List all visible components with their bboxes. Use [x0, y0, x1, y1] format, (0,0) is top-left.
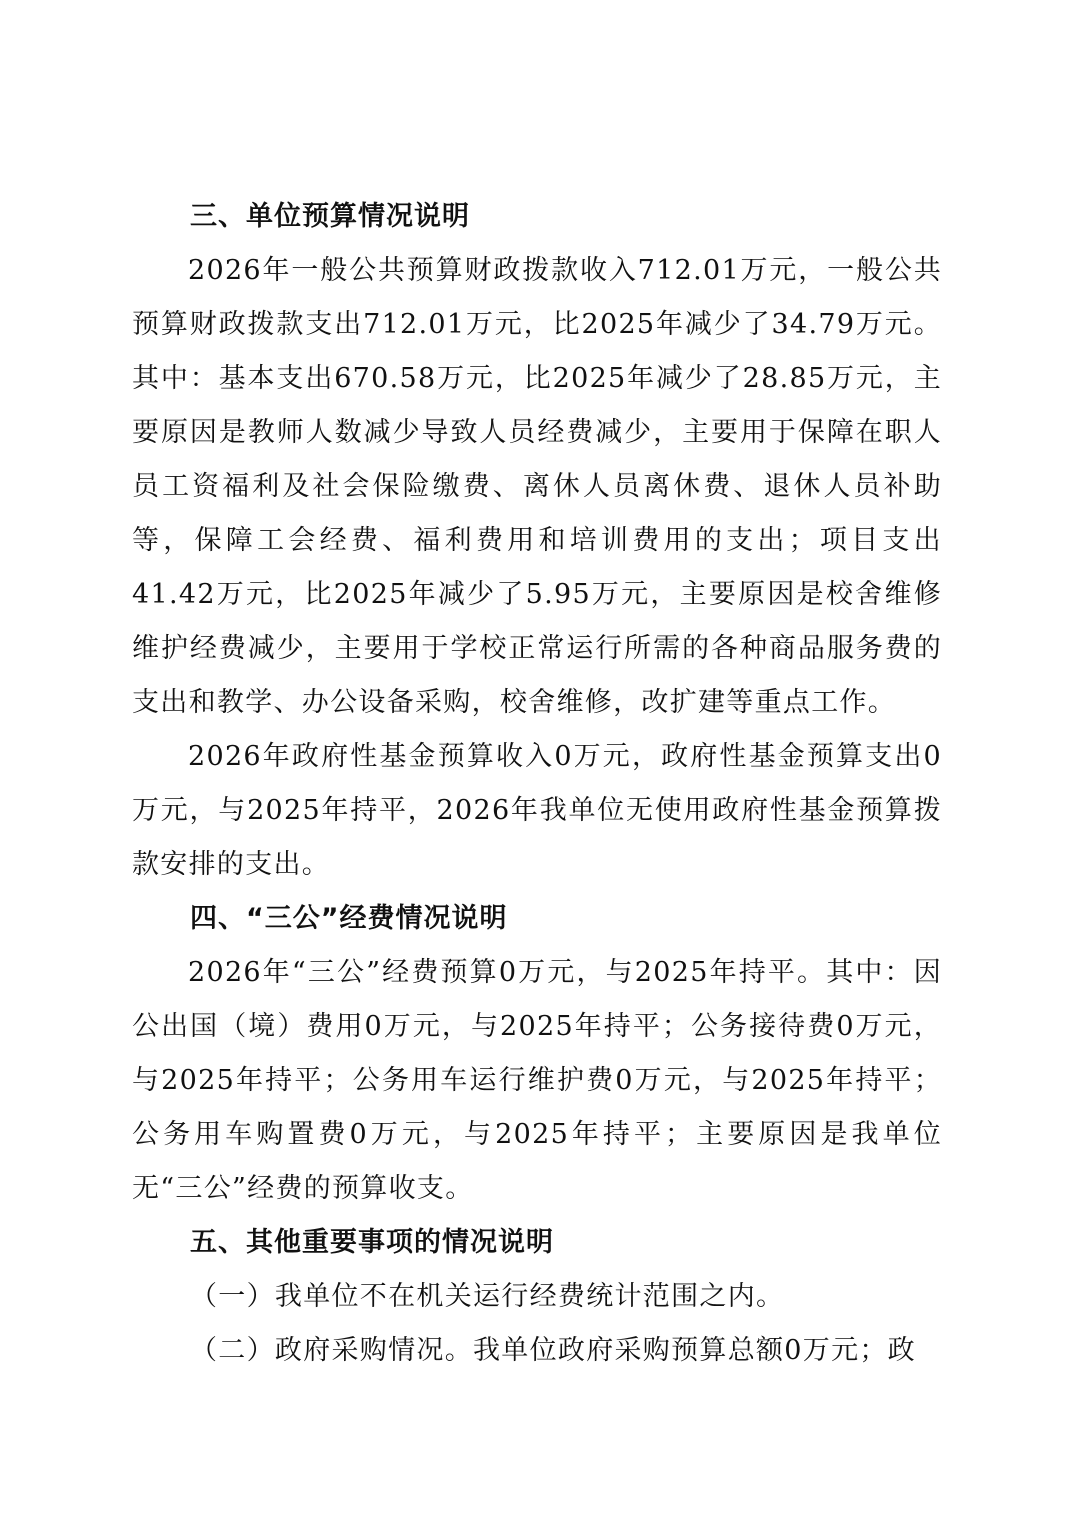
- section-3-paragraph-2: 2026年政府性基金预算收入0万元，政府性基金预算支出0万元，与2025年持平，2026年我单位无使用政府性基金预算拨款安排的支出。: [132, 741, 942, 880]
- section-5-item-2: （二）政府采购情况。我单位政府采购预算总额0万元；政: [190, 1335, 916, 1366]
- section-5-heading: 五、其他重要事项的情况说明: [190, 1227, 554, 1258]
- document-page: [132, 190, 942, 1378]
- section-4-paragraph-1: 2026年“三公”经费预算0万元，与2025年持平。其中：因公出国（境）费用0万元，与2025年持平；公务接待费0万元，与2025年持平；公务用车运行维护费0万元，与2025年持平；公务用车购置费0万元，与2025年持平；主要原因是我单位无“三公”经费的预算收支。: [132, 957, 942, 1204]
- section-3-paragraph-1: 2026年一般公共预算财政拨款收入712.01万元，一般公共预算财政拨款支出712.01万元，比2025年减少了34.79万元。其中：基本支出670.58万元，比2025年减少了28.85万元，主要原因是教师人数减少导致人员经费减少，主要用于保障在职人员工资福利及社会保险缴费、离休人员离休费、退休人员补助等，保障工会经费、福利费用和培训费用的支出；项目支出41.42万元，比2025年减少了5.95万元，主要原因是校舍维修维护经费减少，主要用于学校正常运行所需的各种商品服务费的支出和教学、办公设备采购，校舍维修，改扩建等重点工作。: [132, 255, 942, 718]
- section-4-heading: 四、“三公”经费情况说明: [190, 903, 508, 934]
- section-5-item-1: （一）我单位不在机关运行经费统计范围之内。: [190, 1281, 785, 1312]
- section-3-heading: 三、单位预算情况说明: [190, 201, 470, 232]
